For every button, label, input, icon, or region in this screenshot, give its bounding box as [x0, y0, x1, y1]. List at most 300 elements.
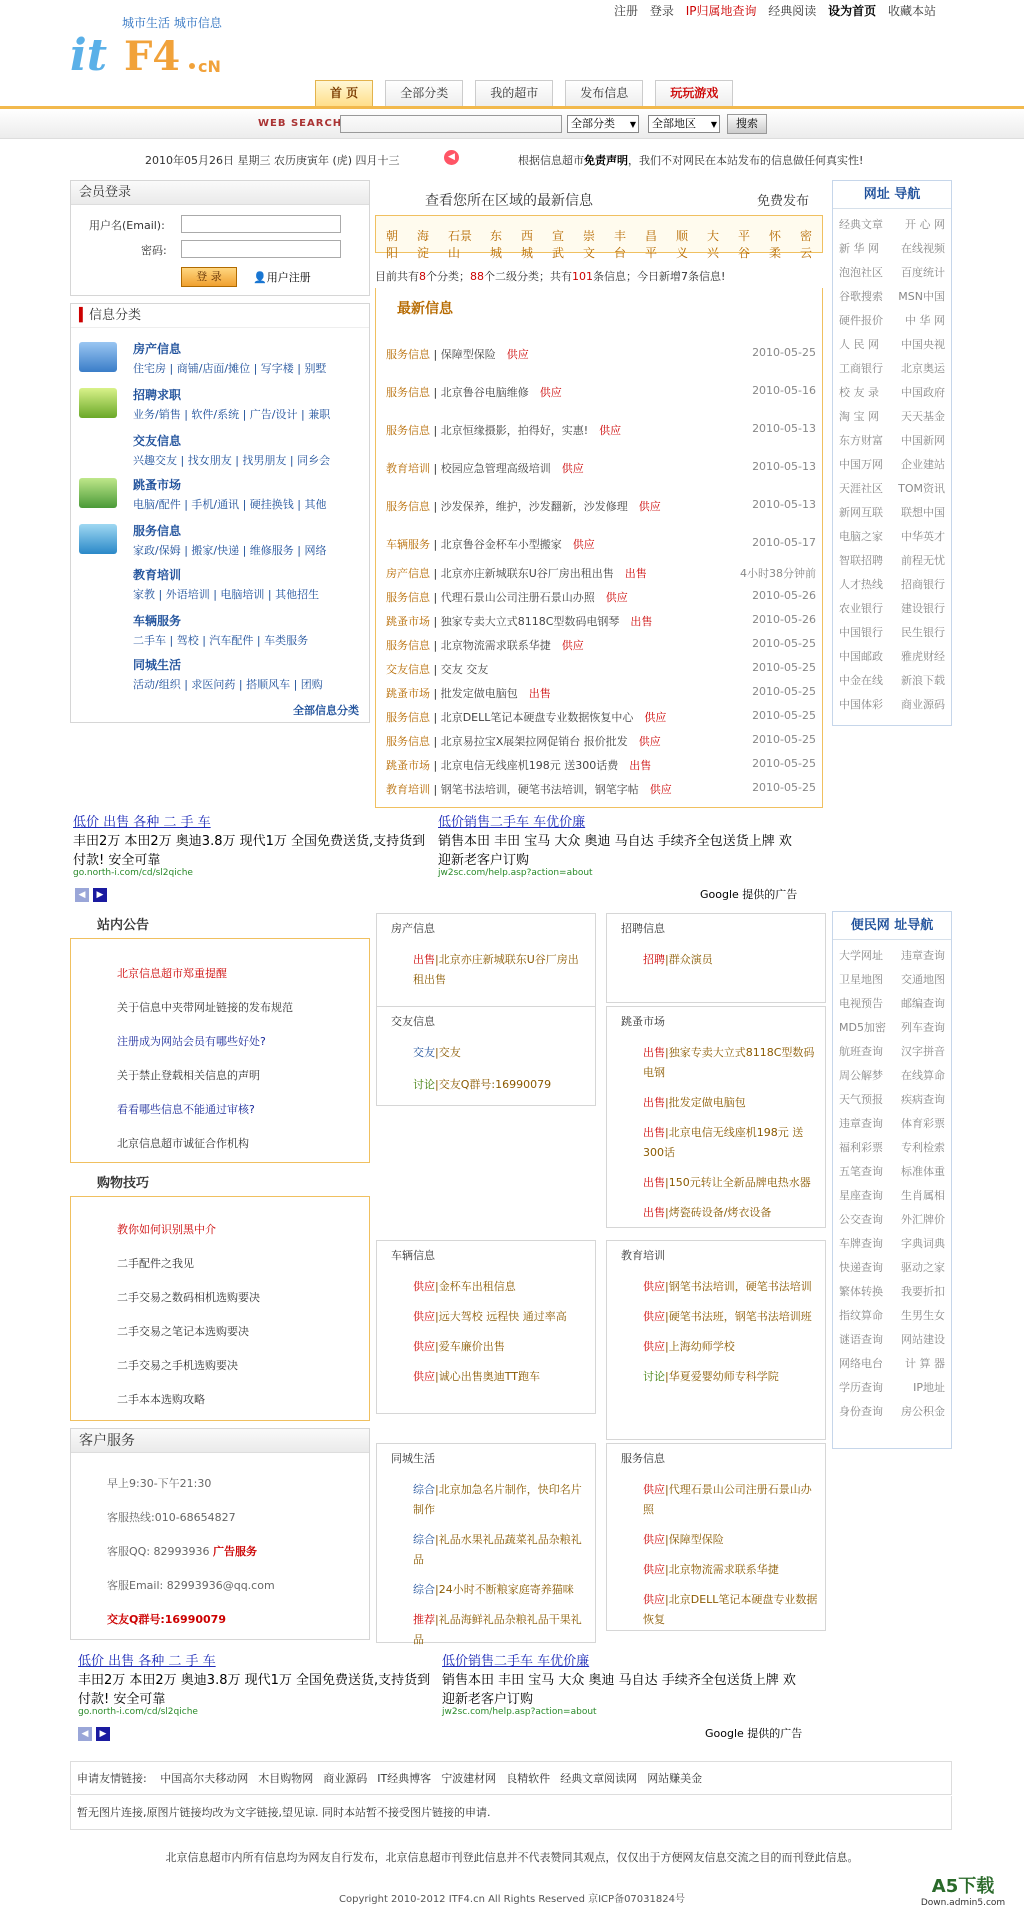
- district-link[interactable]: 石景山: [448, 229, 473, 260]
- tab-publish[interactable]: 发布信息: [565, 80, 643, 106]
- cat-title-service[interactable]: 服务信息: [133, 524, 182, 538]
- convenience-row: [833, 1352, 951, 1376]
- announce-item[interactable]: 注册成为网站会员有哪些好处?: [117, 1035, 266, 1048]
- convenience-link[interactable]: 航班查询: [839, 1045, 883, 1058]
- web-nav-link[interactable]: 新浪下载: [901, 674, 945, 687]
- speaker-icon: ◀: [444, 150, 459, 165]
- section-item[interactable]: 供应|诚心出售奥迪TT跑车: [413, 1370, 540, 1383]
- convenience-link[interactable]: 标准体重: [901, 1165, 945, 1178]
- ad-2-title[interactable]: 低价销售二手车 车优价廉: [438, 815, 586, 830]
- district-link[interactable]: 宣武: [552, 229, 565, 260]
- web-nav-link[interactable]: 中国万网: [839, 458, 883, 471]
- convenience-nav-title: 便民网 址导航: [833, 912, 951, 940]
- latest-heading: 查看您所在区域的最新信息: [425, 193, 593, 209]
- cat-subs-edu[interactable]: 家教 | 外语培训 | 电脑培训 | 其他招生: [133, 588, 320, 601]
- district-link[interactable]: 密云: [800, 229, 813, 260]
- cat-title-city[interactable]: 同城生活: [133, 658, 182, 672]
- cat-subs-house[interactable]: 住宅房 | 商铺/店面/摊位 | 写字楼 | 别墅: [133, 362, 327, 375]
- section-item[interactable]: 供应|北京物流需求联系华捷: [643, 1563, 779, 1576]
- pic-link-note: 暂无图片连接,原图片链接均改为文字链接,望见谅. 同时本站暂不接受图片链接的申请.: [70, 1796, 952, 1830]
- convenience-nav-list: [833, 940, 951, 1424]
- web-nav-link[interactable]: 企业建站: [901, 458, 945, 471]
- web-nav-row: [833, 357, 951, 381]
- cat-house: [71, 340, 367, 380]
- convenience-link[interactable]: 体育彩票: [901, 1117, 945, 1130]
- convenience-link[interactable]: 周公解梦: [839, 1069, 883, 1082]
- district-link[interactable]: 丰台: [614, 229, 627, 260]
- ad-3-title[interactable]: 低价 出售 各种 二 手 车: [78, 1654, 216, 1669]
- ad-service-link[interactable]: 广告服务: [213, 1545, 258, 1558]
- web-nav-link[interactable]: 开 心 网: [905, 218, 945, 231]
- friend-links-bar: [70, 1761, 952, 1795]
- ad-2[interactable]: [438, 811, 798, 878]
- convenience-link[interactable]: 谜语查询: [839, 1333, 883, 1346]
- section-item[interactable]: 供应|远大驾校 远程快 通过率高: [413, 1310, 567, 1323]
- web-nav-link[interactable]: 电脑之家: [839, 530, 883, 543]
- section-item[interactable]: 供应|钢笔书法培训，硬笔书法培训: [643, 1280, 812, 1293]
- web-nav-link[interactable]: 天涯社区: [839, 482, 883, 495]
- web-nav-link[interactable]: 雅虎财经: [901, 650, 945, 663]
- section-city: [376, 1443, 596, 1646]
- cat-title-flea[interactable]: 跳蚤市场: [133, 478, 182, 492]
- web-nav-link[interactable]: MSN中国: [898, 290, 945, 303]
- ad-next-icon[interactable]: ▶: [96, 1727, 110, 1741]
- convenience-link[interactable]: 房公积金: [901, 1405, 945, 1418]
- section-item[interactable]: 供应|代理石景山公司注册石景山办照: [643, 1483, 812, 1516]
- convenience-link[interactable]: 汉字拼音: [901, 1045, 945, 1058]
- web-nav-link[interactable]: 民生银行: [901, 626, 945, 639]
- web-nav-link[interactable]: 中国政府: [901, 386, 945, 399]
- area-select[interactable]: 全部地区 ▼: [648, 115, 720, 133]
- convenience-link[interactable]: 计 算 器: [905, 1357, 945, 1370]
- bookmark-link[interactable]: 收藏本站: [887, 4, 936, 18]
- convenience-link[interactable]: 学历查询: [839, 1381, 883, 1394]
- section-item[interactable]: 供应|上海幼师学校: [643, 1340, 735, 1353]
- username-input[interactable]: [181, 215, 341, 233]
- convenience-link[interactable]: 专利检索: [901, 1141, 945, 1154]
- login-title: 会员登录: [71, 181, 369, 205]
- convenience-link[interactable]: 驱动之家: [901, 1261, 945, 1274]
- shop-tips-title: 购物技巧: [97, 1176, 150, 1191]
- section-item[interactable]: 供应|北京DELL笔记本硬盘专业数据恢复: [643, 1593, 818, 1626]
- web-nav-link[interactable]: 中 华 网: [905, 314, 945, 327]
- convenience-row: [833, 1328, 951, 1352]
- web-nav-link[interactable]: 谷歌搜索: [839, 290, 883, 303]
- web-nav-link[interactable]: 农业银行: [839, 602, 883, 615]
- web-nav-link[interactable]: 天天基金: [901, 410, 945, 423]
- section-item[interactable]: 供应|保障型保险: [643, 1533, 724, 1546]
- friend-link[interactable]: 经典文章阅读网: [560, 1772, 638, 1785]
- web-nav-link[interactable]: TOM资讯: [898, 482, 945, 495]
- convenience-link[interactable]: 邮编查询: [901, 997, 945, 1010]
- category-box: [70, 303, 370, 723]
- cat-subs-car[interactable]: 二手车 | 驾校 | 汽车配件 | 车类服务: [133, 634, 309, 647]
- download-watermark: [908, 1872, 1018, 1908]
- web-nav-link[interactable]: 招商银行: [901, 578, 945, 591]
- convenience-link[interactable]: 列车查询: [901, 1021, 945, 1034]
- tab-my-market[interactable]: 我的超市: [475, 80, 553, 106]
- convenience-row: [833, 1136, 951, 1160]
- convenience-link[interactable]: 快递查询: [839, 1261, 883, 1274]
- announce-box: [70, 938, 370, 1163]
- web-nav-link[interactable]: 中国邮政: [839, 650, 883, 663]
- disclaimer-link[interactable]: 免责声明: [584, 154, 628, 167]
- friend-link[interactable]: 宁波建材网: [441, 1772, 497, 1785]
- web-nav-row: [833, 645, 951, 669]
- convenience-row: [833, 992, 951, 1016]
- search-button[interactable]: 搜索: [727, 114, 767, 134]
- tab-games[interactable]: 玩玩游戏: [655, 80, 733, 106]
- cat-subs-friend[interactable]: 兴趣交友 | 找女朋友 | 找男朋友 | 同乡会: [133, 454, 331, 467]
- web-nav-link[interactable]: 商业源码: [901, 698, 945, 711]
- convenience-link[interactable]: 天气预报: [839, 1093, 883, 1106]
- cat-subs-jobs[interactable]: 业务/销售 | 软件/系统 | 广告/设计 | 兼职: [133, 408, 331, 421]
- district-link[interactable]: 怀柔: [769, 229, 782, 260]
- friend-link[interactable]: 木目购物网: [258, 1772, 314, 1785]
- friend-links-list: [150, 1772, 702, 1785]
- site-logo[interactable]: [70, 14, 230, 78]
- web-nav-link[interactable]: 工商银行: [839, 362, 883, 375]
- ad-4[interactable]: [442, 1650, 802, 1717]
- web-nav-link[interactable]: 中国体彩: [839, 698, 883, 711]
- convenience-link[interactable]: 福利彩票: [839, 1141, 883, 1154]
- service-qq: 客服QQ: 82993936 广告服务: [107, 1545, 258, 1558]
- shop-tips-box: [70, 1196, 370, 1421]
- friend-link[interactable]: IT经典博客: [377, 1772, 432, 1785]
- convenience-link[interactable]: 公交查询: [839, 1213, 883, 1226]
- announce-item[interactable]: 关于信息中夹带网址链接的发布规范: [117, 1001, 293, 1014]
- convenience-row: [833, 1256, 951, 1280]
- convenience-link[interactable]: 违章查询: [839, 1117, 883, 1130]
- convenience-link[interactable]: 违章查询: [901, 949, 945, 962]
- convenience-link[interactable]: 我要折扣: [901, 1285, 945, 1298]
- web-nav-link[interactable]: 新 华 网: [839, 242, 879, 255]
- login-link[interactable]: 登录: [649, 4, 674, 18]
- shop-tip-item[interactable]: 二手交易之笔记本选购要决: [117, 1325, 249, 1338]
- section-item[interactable]: 出售|批发定做电脑包: [643, 1096, 746, 1109]
- convenience-link[interactable]: 交通地图: [901, 973, 945, 986]
- web-nav-link[interactable]: 建设银行: [901, 602, 945, 615]
- friend-link[interactable]: 网站赚美金: [647, 1772, 703, 1785]
- section-item[interactable]: 讨论|交友Q群号:16990079: [413, 1078, 552, 1091]
- latest-item[interactable]: 车辆服务 | 北京鲁谷金杯车小型搬家 供应 2010-05-17: [386, 536, 816, 551]
- convenience-link[interactable]: IP地址: [913, 1381, 945, 1394]
- convenience-link[interactable]: 车牌查询: [839, 1237, 883, 1250]
- latest-title: 最新信息: [397, 301, 453, 317]
- district-link[interactable]: 大兴: [707, 229, 720, 260]
- ad-prev-icon[interactable]: ◀: [78, 1727, 92, 1741]
- cat-service: [71, 522, 367, 562]
- tab-home[interactable]: 首 页: [315, 80, 373, 106]
- service-hours: 早上9:30-下午21:30: [107, 1477, 212, 1490]
- web-nav-row: [833, 621, 951, 645]
- ad-4-url[interactable]: jw2sc.com/help.asp?action=about: [442, 1707, 597, 1717]
- convenience-link[interactable]: 生男生女: [901, 1309, 945, 1322]
- section-friend: [376, 1006, 596, 1106]
- latest-item[interactable]: 跳蚤市场 | 批发定做电脑包 出售 2010-05-25: [386, 685, 816, 700]
- friend-link[interactable]: 商业源码: [323, 1772, 368, 1785]
- district-link[interactable]: 朝阳: [386, 229, 399, 260]
- cat-title-car[interactable]: 车辆服务: [133, 614, 182, 628]
- shop-tip-item[interactable]: 二手本本选购攻略: [117, 1393, 205, 1406]
- web-nav-link[interactable]: 中国央视: [901, 338, 945, 351]
- web-nav-row: [833, 405, 951, 429]
- latest-item[interactable]: 交友信息 | 交友 交友 2010-05-25: [386, 661, 816, 676]
- section-svc-title: 服务信息: [621, 1452, 665, 1465]
- friend-link[interactable]: 中国高尔夫移动网: [160, 1772, 249, 1785]
- register-link[interactable]: 注册: [614, 4, 639, 18]
- announce-item[interactable]: 看看哪些信息不能通过审核?: [117, 1103, 255, 1116]
- ad-1[interactable]: [73, 811, 433, 878]
- ad-3[interactable]: [78, 1650, 438, 1717]
- convenience-row: [833, 1280, 951, 1304]
- web-nav-row: [833, 453, 951, 477]
- web-nav-link[interactable]: 东方财富: [839, 434, 883, 447]
- google-ad-label[interactable]: Google 提供的广告: [705, 1727, 803, 1740]
- section-item[interactable]: 综合|礼品水果礼品蔬菜礼品杂粮礼品: [413, 1533, 582, 1566]
- district-link[interactable]: 平谷: [738, 229, 751, 260]
- section-jobs: [606, 913, 826, 1003]
- web-nav-link[interactable]: 北京奥运: [901, 362, 945, 375]
- convenience-link[interactable]: 字典词典: [901, 1237, 945, 1250]
- latest-item[interactable]: 服务信息 | 北京恒缘摄影，拍得好，实惠! 供应 2010-05-13: [386, 422, 816, 437]
- section-item[interactable]: 出售|150元转让全新品牌电热水器: [643, 1176, 811, 1189]
- district-link[interactable]: 西城: [521, 229, 534, 260]
- web-nav-link[interactable]: 硬件报价: [839, 314, 883, 327]
- web-nav-link[interactable]: 校 友 录: [839, 386, 879, 399]
- latest-item[interactable]: 跳蚤市场 | 北京电信无线座机198元 送300话费 出售 2010-05-25: [386, 757, 816, 772]
- latest-item[interactable]: 服务信息 | 保障型保险 供应 2010-05-25: [386, 346, 816, 361]
- latest-item[interactable]: 教育培训 | 校园应急管理高级培训 供应 2010-05-13: [386, 460, 816, 475]
- announce-item[interactable]: 北京信息超市郑重提醒: [117, 967, 227, 980]
- cat-title-jobs[interactable]: 招聘求职: [133, 388, 182, 402]
- section-item[interactable]: 供应|爱车廉价出售: [413, 1340, 505, 1353]
- user-icon: 👤: [253, 271, 267, 284]
- cat-title-house[interactable]: 房产信息: [133, 342, 182, 356]
- section-car-title: 车辆信息: [391, 1249, 435, 1262]
- district-link[interactable]: 昌平: [645, 229, 658, 260]
- convenience-link[interactable]: 五笔查询: [839, 1165, 883, 1178]
- convenience-row: [833, 1016, 951, 1040]
- customer-service-box: [70, 1428, 370, 1640]
- convenience-link[interactable]: 指纹算命: [839, 1309, 883, 1322]
- ad-next-icon[interactable]: ▶: [93, 888, 107, 902]
- ip-lookup-link[interactable]: IP归属地查询: [685, 4, 757, 18]
- search-label: WEB SEARCH: [258, 118, 343, 129]
- web-nav-link[interactable]: 百度统计: [901, 266, 945, 279]
- cat-jobs: [71, 386, 367, 426]
- convenience-row: [833, 1064, 951, 1088]
- stats-line: 目前共有8个分类；88个二级分类；共有101条信息；今日新增7条信息!: [375, 270, 726, 283]
- convenience-row: [833, 968, 951, 992]
- shop-tip-item[interactable]: 二手交易之数码相机选购要决: [117, 1291, 260, 1304]
- web-nav-link[interactable]: 中国新网: [901, 434, 945, 447]
- service-group: 交友Q群号:16990079: [107, 1613, 226, 1626]
- announce-title: 站内公告: [97, 918, 150, 933]
- web-nav-row: [833, 429, 951, 453]
- convenience-row: [833, 1400, 951, 1424]
- web-nav-link[interactable]: 泡泡社区: [839, 266, 883, 279]
- district-bar: [375, 215, 823, 260]
- password-label: 密码:: [141, 244, 167, 257]
- web-nav-row: [833, 261, 951, 285]
- cat-subs-flea[interactable]: 电脑/配件 | 手机/通讯 | 硬挂换钱 | 其他: [133, 498, 327, 511]
- convenience-link[interactable]: 外汇牌价: [901, 1213, 945, 1226]
- latest-item[interactable]: 跳蚤市场 | 独家专卖大立式8118C型数码电钢琴 出售 2010-05-26: [386, 613, 816, 628]
- convenience-link[interactable]: 疾病查询: [901, 1093, 945, 1106]
- password-input[interactable]: [181, 240, 341, 258]
- latest-item[interactable]: 房产信息 | 北京亦庄新城联东U谷厂房出租出售 出售 4小时38分钟前: [386, 567, 816, 580]
- section-city-title: 同城生活: [391, 1452, 435, 1465]
- web-nav-row: [833, 597, 951, 621]
- section-item[interactable]: 交友|交友: [413, 1046, 461, 1059]
- latest-item[interactable]: 服务信息 | 代理石景山公司注册石景山办照 供应 2010-05-26: [386, 589, 816, 604]
- web-nav-row: [833, 501, 951, 525]
- convenience-row: [833, 1088, 951, 1112]
- convenience-link[interactable]: 大学网址: [839, 949, 883, 962]
- watermark-sub: Down.admin5.com: [920, 1898, 1006, 1908]
- web-nav-link[interactable]: 人才热线: [839, 578, 883, 591]
- ad-prev-icon[interactable]: ◀: [75, 888, 89, 902]
- login-button[interactable]: 登 录: [181, 267, 237, 287]
- section-car: [376, 1240, 596, 1414]
- web-nav-row: [833, 237, 951, 261]
- district-link[interactable]: 顺义: [676, 229, 689, 260]
- free-publish-link[interactable]: 免费发布: [757, 194, 810, 209]
- web-nav-link[interactable]: 前程无忧: [901, 554, 945, 567]
- convenience-link[interactable]: 网站建设: [901, 1333, 945, 1346]
- cat-edu: [71, 566, 367, 606]
- top-links: [606, 2, 936, 19]
- convenience-row: [833, 1112, 951, 1136]
- convenience-link[interactable]: 网络电台: [839, 1357, 883, 1370]
- latest-item[interactable]: 教育培训 | 钢笔书法培训，硬笔书法培训，钢笔字帖 供应 2010-05-25: [386, 781, 816, 796]
- convenience-link[interactable]: MD5加密: [839, 1021, 886, 1034]
- watermark-main: A5下载: [931, 1876, 995, 1897]
- web-nav-link[interactable]: 中华英才: [901, 530, 945, 543]
- district-link[interactable]: 海淀: [417, 229, 430, 260]
- convenience-link[interactable]: 星座查询: [839, 1189, 883, 1202]
- section-item[interactable]: 出售|烤瓷砖设备/烤衣设备: [643, 1206, 772, 1219]
- convenience-nav-box: [832, 911, 952, 1449]
- convenience-link[interactable]: 卫星地图: [839, 973, 883, 986]
- web-nav-box: [832, 180, 952, 726]
- district-link[interactable]: 东城: [490, 229, 503, 260]
- web-nav-link[interactable]: 经典文章: [839, 218, 883, 231]
- search-bar: [0, 106, 1024, 139]
- convenience-link[interactable]: 繁体转换: [839, 1285, 883, 1298]
- register-button[interactable]: 👤用户注册: [253, 271, 311, 284]
- convenience-row: [833, 1208, 951, 1232]
- section-item[interactable]: 讨论|华夏爱婴幼师专科学院: [643, 1370, 779, 1383]
- all-categories-link[interactable]: 全部信息分类: [293, 704, 359, 717]
- section-item[interactable]: 招聘|群众演员: [643, 953, 713, 966]
- search-input[interactable]: [340, 115, 562, 133]
- logo-tagline: 城市生活 城市信息: [122, 16, 222, 30]
- latest-item[interactable]: 服务信息 | 北京DELL笔记本硬盘专业数据恢复中心 供应 2010-05-25: [386, 709, 816, 724]
- section-item[interactable]: 出售|北京亦庄新城联东U谷厂房出租出售: [413, 953, 579, 986]
- announce-item[interactable]: 北京信息超市诚征合作机构: [117, 1137, 249, 1150]
- google-ad-label[interactable]: Google 提供的广告: [700, 888, 798, 901]
- shop-tip-item[interactable]: 二手配件之我见: [117, 1257, 194, 1270]
- ad-4-title[interactable]: 低价销售二手车 车优价廉: [442, 1654, 590, 1669]
- web-nav-row: [833, 213, 951, 237]
- disclaimer-notice: 根据信息超市免责声明，我们不对网民在本站发布的信息做任何真实性!: [518, 154, 864, 167]
- section-item[interactable]: 综合|24小时不断粮家庭寄养猫咪: [413, 1583, 574, 1596]
- section-item[interactable]: 供应|硬笔书法班，钢笔书法培训班: [643, 1310, 812, 1323]
- cat-title-edu[interactable]: 教育培训: [133, 568, 182, 582]
- login-box: [70, 180, 370, 296]
- friend-link[interactable]: 良精软件: [506, 1772, 551, 1785]
- web-nav-link[interactable]: 新网互联: [839, 506, 883, 519]
- category-select[interactable]: 全部分类 ▼: [567, 115, 639, 133]
- footer-copyright: Copyright 2010-2012 ITF4.cn All Rights Reserved 京ICP备07031824号: [339, 1894, 685, 1905]
- shop-tip-item[interactable]: 教你如何识别黑中介: [117, 1223, 216, 1236]
- announce-item[interactable]: 关于禁止登载相关信息的声明: [117, 1069, 260, 1082]
- section-item[interactable]: 供应|金杯车出租信息: [413, 1280, 516, 1293]
- district-link[interactable]: 崇文: [583, 229, 596, 260]
- friend-links-label: 申请友情链接:: [77, 1772, 147, 1785]
- reading-link[interactable]: 经典阅读: [768, 4, 817, 18]
- cat-subs-service[interactable]: 家政/保姆 | 搬家/快递 | 维修服务 | 网络: [133, 544, 327, 557]
- ad-3-url[interactable]: go.north-i.com/cd/sl2qiche: [78, 1707, 198, 1717]
- footer-disclaimer: 北京信息超市内所有信息均为网友自行发布，北京信息超市刊登此信息并不代表赞同其观点，仅仅出于方便网友信息交流之目的而刊登此信息。: [165, 1851, 859, 1864]
- web-nav-row: [833, 333, 951, 357]
- latest-item[interactable]: 服务信息 | 北京鲁谷电脑维修 供应 2010-05-16: [386, 384, 816, 399]
- ad-1-url[interactable]: go.north-i.com/cd/sl2qiche: [73, 868, 193, 878]
- web-nav-link[interactable]: 中金在线: [839, 674, 883, 687]
- section-item[interactable]: 综合|北京加急名片制作，快印名片制作: [413, 1483, 582, 1516]
- ad-1-title[interactable]: 低价 出售 各种 二 手 车: [73, 815, 211, 830]
- convenience-link[interactable]: 电视预告: [839, 997, 883, 1010]
- ad-2-url[interactable]: jw2sc.com/help.asp?action=about: [438, 868, 593, 878]
- set-homepage-link[interactable]: 设为首页: [828, 4, 877, 18]
- web-nav-list: [833, 209, 951, 717]
- section-item[interactable]: 出售|北京电信无线座机198元 送300话: [643, 1126, 804, 1159]
- convenience-row: [833, 1232, 951, 1256]
- convenience-link[interactable]: 在线算命: [901, 1069, 945, 1082]
- section-item[interactable]: 出售|独家专卖大立式8118C型数码电钢: [643, 1046, 815, 1079]
- tab-all-categories[interactable]: 全部分类: [385, 80, 463, 106]
- svg-text:cN: cN: [198, 57, 221, 76]
- section-edu-title: 教育培训: [621, 1249, 665, 1262]
- web-nav-link[interactable]: 在线视频: [901, 242, 945, 255]
- web-nav-link[interactable]: 淘 宝 网: [839, 410, 879, 423]
- web-nav-row: [833, 381, 951, 405]
- web-nav-link[interactable]: 中国银行: [839, 626, 883, 639]
- convenience-row: [833, 1304, 951, 1328]
- latest-item[interactable]: 服务信息 | 北京物流需求联系华捷 供应 2010-05-25: [386, 637, 816, 652]
- web-nav-row: [833, 285, 951, 309]
- web-nav-link[interactable]: 人 民 网: [839, 338, 879, 351]
- convenience-link[interactable]: 身份查询: [839, 1405, 883, 1418]
- web-nav-link[interactable]: 智联招聘: [839, 554, 883, 567]
- cat-title-friend[interactable]: 交友信息: [133, 434, 182, 448]
- section-item[interactable]: 推荐|礼品海鲜礼品杂粮礼品干果礼品: [413, 1613, 582, 1646]
- latest-item[interactable]: 服务信息 | 沙发保养，维护，沙发翻新，沙发修理 供应 2010-05-13: [386, 498, 816, 513]
- category-title: ▍信息分类: [71, 304, 369, 328]
- shop-tip-item[interactable]: 二手交易之手机选购要决: [117, 1359, 238, 1372]
- ad-1-body: 丰田2万 本田2万 奥迪3.8万 现代1万 全国免费送货,支持货到付款! 安全可靠: [73, 834, 426, 868]
- convenience-row: [833, 1040, 951, 1064]
- cat-subs-city[interactable]: 活动/组织 | 求医问药 | 搭顺风车 | 团购: [133, 678, 323, 691]
- cat-friend: [71, 432, 367, 472]
- customer-service-title: 客户服务: [71, 1429, 369, 1453]
- web-nav-link[interactable]: 联想中国: [901, 506, 945, 519]
- convenience-link[interactable]: 生肖属相: [901, 1189, 945, 1202]
- latest-item[interactable]: 服务信息 | 北京易拉宝X展架拉网促销台 报价批发 供应 2010-05-25: [386, 733, 816, 748]
- ad-4-body: 销售本田 丰田 宝马 大众 奥迪 马自达 手续齐全包送货上牌 欢迎新老客户订购: [442, 1673, 796, 1707]
